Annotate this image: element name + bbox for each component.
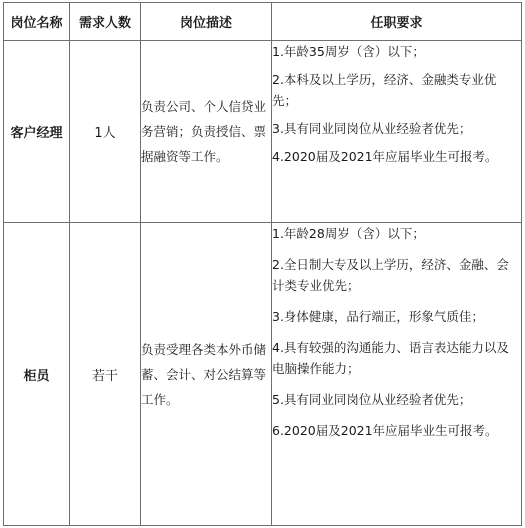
headcount-cell: 若干 xyxy=(70,223,141,526)
requirement-item: 4.2020届及2021年应届毕业生可报考。 xyxy=(272,149,498,164)
position-name-cell: 客户经理 xyxy=(4,41,70,223)
job-requirements-table xyxy=(3,2,522,526)
requirement-item: 1.年龄35周岁（含）以下； xyxy=(272,44,425,59)
requirement-item: 2.全日制大专及以上学历，经济、金融、会计类专业优先； xyxy=(272,257,509,293)
table-row xyxy=(4,223,522,526)
job-description-cell: 负责受理各类本外币储蓄、会计、对公结算等工作。 xyxy=(141,223,272,526)
header-requirements: 任职要求 xyxy=(272,3,522,41)
header-position-name: 岗位名称 xyxy=(4,3,70,41)
requirement-item: 2.本科及以上学历，经济、金融类专业优先； xyxy=(272,72,497,108)
requirement-item: 5.具有同业同岗位从业经验者优先； xyxy=(272,392,472,407)
requirement-item: 3.身体健康，品行端正，形象气质佳； xyxy=(272,309,484,324)
requirements-cell xyxy=(272,223,522,526)
requirements-cell xyxy=(272,41,522,223)
requirement-item: 4.具有较强的沟通能力、语言表达能力以及电脑操作能力； xyxy=(272,340,509,376)
header-job-description: 岗位描述 xyxy=(141,3,272,41)
table-header-row xyxy=(4,3,522,41)
requirement-item: 6.2020届及2021年应届毕业生可报考。 xyxy=(272,423,498,438)
position-name-cell: 柜员 xyxy=(4,223,70,526)
headcount-cell: 1人 xyxy=(70,41,141,223)
job-description-cell: 负责公司、个人信贷业务营销；负责授信、票据融资等工作。 xyxy=(141,41,272,223)
table-row xyxy=(4,41,522,223)
requirement-item: 3.具有同业同岗位从业经验者优先； xyxy=(272,121,472,136)
header-headcount: 需求人数 xyxy=(70,3,141,41)
requirement-item: 1.年龄28周岁（含）以下； xyxy=(272,226,425,241)
